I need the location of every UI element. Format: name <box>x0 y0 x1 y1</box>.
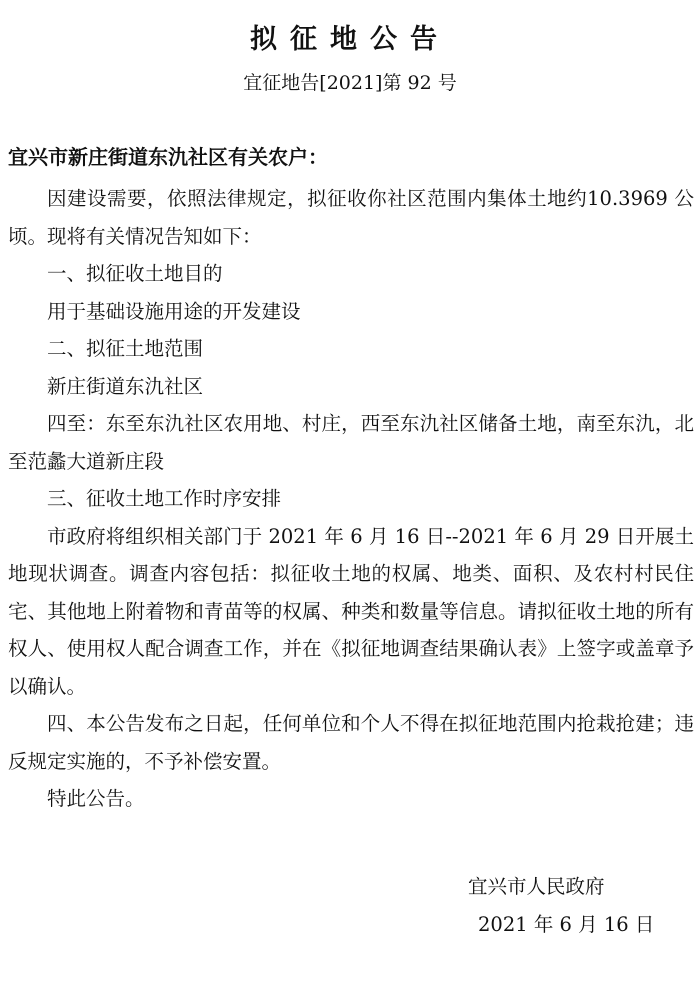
prohibition-text: 四、本公告发布之日起，任何单位和个人不得在拟征地范围内抢栽抢建；违反规定实施的，不予补偿安置。 <box>8 712 694 773</box>
section-heading-purpose: 一、拟征收土地目的 <box>47 262 223 285</box>
intro-paragraph: 因建设需要，依照法律规定，拟征收你社区范围内集体土地约10.3969 公顷。现将有关情况告知如下： <box>8 187 694 248</box>
closing-text: 特此公告。 <box>47 787 145 810</box>
section-heading-schedule: 三、征收土地工作时序安排 <box>47 487 282 510</box>
issue-date: 2021 年 6 月 16 日 <box>478 913 655 936</box>
issuer-name: 宜兴市人民政府 <box>468 875 605 898</box>
document-number: 宜征地告[2021]第 92 号 <box>243 72 457 94</box>
boundaries-text: 四至：东至东氿社区农用地、村庄，西至东氿社区储备土地，南至东氿，北至范蠡大道新庄段 <box>8 412 694 473</box>
notice-body <box>8 180 694 818</box>
section-heading-scope: 二、拟征土地范围 <box>47 337 204 360</box>
schedule-text: 市政府将组织相关部门于 2021 年 6 月 16 日--2021 年 6 月 29 日开展土地现状调查。调查内容包括：拟征收土地的权属、地类、面积、及农村村民住宅、其他地上附着物和青苗等的权属、种类和数量等信息。请拟征收土地的所有权人、使用权人配合调查工作，并在《拟征地调查结果确认表》上签字或盖章予以确认。 <box>8 524 694 698</box>
scope-text: 新庄街道东氿社区 <box>47 374 204 398</box>
notice-title: 拟征地公告 <box>250 24 450 55</box>
addressee: 宜兴市新庄街道东氿社区有关农户： <box>8 145 328 169</box>
purpose-text: 用于基础设施用途的开发建设 <box>47 299 301 323</box>
